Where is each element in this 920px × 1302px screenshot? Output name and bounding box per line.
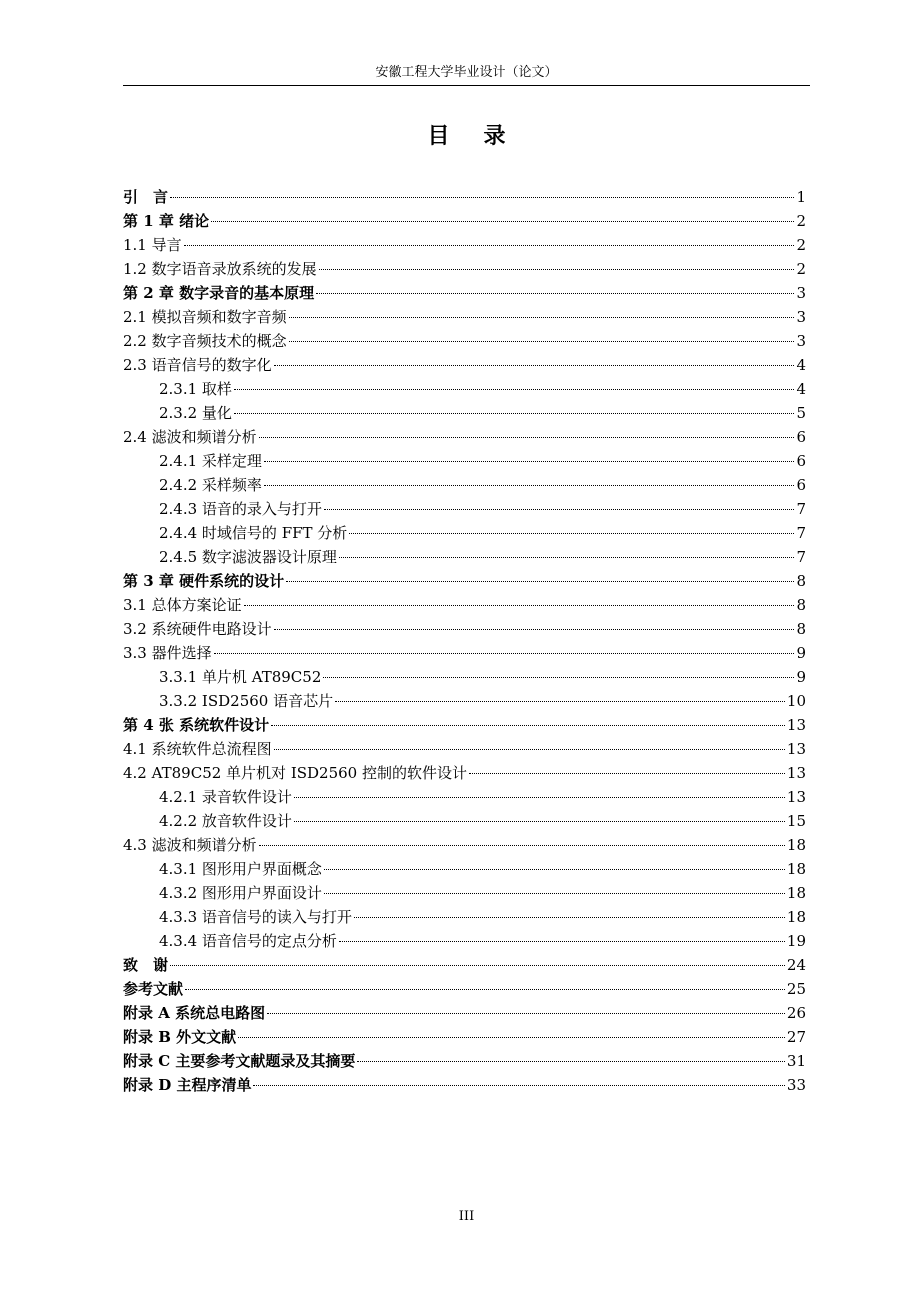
toc-entry-page: 7 [796,548,806,566]
toc-entry[interactable] [123,881,806,905]
toc-entry[interactable] [123,377,806,401]
toc-entry-page: 7 [796,524,806,542]
toc-dot-leader [354,917,785,918]
page-title: 目录 [427,123,540,149]
toc-dot-leader [324,893,785,894]
toc-dot-leader [271,725,785,726]
toc-entry-page: 6 [796,428,806,446]
toc-entry[interactable] [123,977,806,1001]
toc-dot-leader [234,413,795,414]
toc-entry-label: 3.1 总体方案论证 [123,596,242,614]
running-header: 安徽工程大学毕业设计（论文） [375,65,558,80]
toc-dot-leader [274,749,785,750]
toc-entry[interactable] [123,1025,806,1049]
toc-entry[interactable] [123,929,806,953]
toc-dot-leader [185,989,785,990]
toc-entry-label: 4.2 AT89C52 单片机对 ISD2560 控制的软件设计 [123,764,467,782]
toc-entry-page: 9 [796,644,806,662]
toc-entry-page: 2 [796,236,806,254]
toc-dot-leader [264,461,795,462]
toc-entry-label: 4.3.3 语音信号的读入与打开 [159,908,352,926]
toc-entry[interactable] [123,1049,806,1073]
toc-entry-page: 2 [796,260,806,278]
toc-entry-page: 3 [796,284,806,302]
toc-entry-page: 18 [786,836,806,854]
toc-entry-page: 24 [786,956,806,974]
toc-entry-page: 13 [786,764,806,782]
toc-dot-leader [323,677,794,678]
toc-entry-page: 33 [786,1076,806,1094]
toc-entry[interactable] [123,593,806,617]
toc-dot-leader [184,245,795,246]
toc-entry[interactable] [123,209,806,233]
toc-dot-leader [316,293,794,294]
toc-dot-leader [264,485,795,486]
toc-dot-leader [349,533,794,534]
toc-entry-label: 附录 C 主要参考文献题录及其摘要 [123,1052,356,1070]
toc-entry-label: 附录 A 系统总电路图 [123,1004,266,1022]
toc-dot-leader [324,869,785,870]
toc-entry-label: 2.2 数字音频技术的概念 [123,332,287,350]
toc-entry[interactable] [123,353,806,377]
toc-entry[interactable] [123,1001,806,1025]
toc-entry[interactable] [123,953,806,977]
toc-entry-label: 3.3.1 单片机 AT89C52 [159,668,322,686]
toc-dot-leader [253,1085,784,1086]
toc-entry-page: 15 [786,812,806,830]
toc-entry-page: 27 [786,1028,806,1046]
toc-entry[interactable] [123,689,806,713]
toc-entry[interactable] [123,233,806,257]
toc-entry[interactable] [123,449,806,473]
toc-entry[interactable] [123,761,806,785]
toc-entry-label: 2.3 语音信号的数字化 [123,356,272,374]
toc-entry-label: 第 2 章 数字录音的基本原理 [123,284,315,302]
toc-entry-label: 3.2 系统硬件电路设计 [123,620,272,638]
toc-entry-label: 附录 B 外文文献 [123,1028,237,1046]
toc-entry-label: 4.3.2 图形用户界面设计 [159,884,322,902]
toc-entry-page: 6 [796,476,806,494]
header-rule [123,85,810,86]
toc-dot-leader [170,965,785,966]
toc-dot-leader [274,629,795,630]
toc-entry[interactable] [123,1073,806,1097]
toc-entry[interactable] [123,641,806,665]
toc-entry-page: 18 [786,860,806,878]
toc-entry-label: 4.3 滤波和频谱分析 [123,836,257,854]
toc-entry-label: 4.2.1 录音软件设计 [159,788,292,806]
toc-entry[interactable] [123,857,806,881]
toc-entry-page: 18 [786,908,806,926]
toc-entry-label: 1.1 导言 [123,236,182,254]
toc-entry[interactable] [123,737,806,761]
toc-entry[interactable] [123,497,806,521]
toc-entry-page: 9 [796,668,806,686]
toc-entry-page: 3 [796,332,806,350]
toc-entry-label: 4.1 系统软件总流程图 [123,740,272,758]
toc-entry[interactable] [123,617,806,641]
toc-entry-page: 13 [786,788,806,806]
toc-entry-label: 参考文献 [123,980,184,998]
toc-entry-page: 18 [786,884,806,902]
toc-entry-label: 2.4.1 采样定理 [159,452,262,470]
toc-entry-page: 26 [786,1004,806,1022]
toc-dot-leader [469,773,785,774]
toc-entry-label: 第 1 章 绪论 [123,212,210,230]
toc-dot-leader [339,941,785,942]
toc-entry-label: 3.3 器件选择 [123,644,212,662]
toc-entry[interactable] [123,473,806,497]
toc-entry-label: 4.3.1 图形用户界面概念 [159,860,322,878]
toc-entry-page: 8 [796,572,806,590]
toc-entry[interactable] [123,785,806,809]
toc-entry-page: 3 [796,308,806,326]
toc-entry-label: 第 4 张 系统软件设计 [123,716,270,734]
toc-entry-label: 4.2.2 放音软件设计 [159,812,292,830]
toc-entry-page: 13 [786,740,806,758]
toc-entry[interactable] [123,257,806,281]
toc-entry[interactable] [123,305,806,329]
toc-entry[interactable] [123,569,806,593]
toc-entry-label: 2.4.3 语音的录入与打开 [159,500,322,518]
toc-dot-leader [357,1061,785,1062]
toc-entry-page: 1 [796,188,806,206]
toc-entry-page: 19 [786,932,806,950]
toc-dot-leader [234,389,795,390]
toc-dot-leader [294,797,785,798]
toc-entry[interactable] [123,521,806,545]
toc-entry[interactable] [123,545,806,569]
toc-entry-page: 2 [796,212,806,230]
toc-dot-leader [286,581,794,582]
toc-dot-leader [259,845,785,846]
toc-entry-page: 10 [786,692,806,710]
toc-entry-page: 5 [796,404,806,422]
toc-dot-leader [274,365,795,366]
toc-entry[interactable] [123,905,806,929]
toc-entry[interactable] [123,833,806,857]
toc-entry-page: 8 [796,620,806,638]
page-number: III [458,1209,475,1224]
toc-entry-label: 第 3 章 硬件系统的设计 [123,572,285,590]
toc-dot-leader [211,221,794,222]
toc-entry-page: 31 [786,1052,806,1070]
toc-dot-leader [324,509,795,510]
toc-dot-leader [244,605,795,606]
toc-entry-label: 2.4 滤波和频谱分析 [123,428,257,446]
toc-entry[interactable] [123,665,806,689]
toc-dot-leader [289,341,795,342]
toc-entry[interactable] [123,185,806,209]
toc-entry-label: 致 谢 [123,956,169,974]
toc-entry-label: 引 言 [123,188,169,206]
toc-entry[interactable] [123,425,806,449]
toc-entry-label: 2.3.1 取样 [159,380,232,398]
toc-entry[interactable] [123,713,806,737]
toc-dot-leader [339,557,795,558]
toc-entry-page: 8 [796,596,806,614]
toc-dot-leader [214,653,795,654]
toc-dot-leader [170,197,794,198]
toc-dot-leader [259,437,795,438]
toc-entry-label: 3.3.2 ISD2560 语音芯片 [159,692,334,710]
toc-entry-label: 2.4.5 数字滤波器设计原理 [159,548,337,566]
toc-entry-label: 2.3.2 量化 [159,404,232,422]
toc-dot-leader [267,1013,785,1014]
toc-dot-leader [335,701,785,702]
toc-entry-page: 13 [786,716,806,734]
toc-dot-leader [319,269,795,270]
toc-entry-page: 25 [786,980,806,998]
toc-entry-label: 2.1 模拟音频和数字音频 [123,308,287,326]
toc-entry-label: 2.4.4 时域信号的 FFT 分析 [159,524,348,542]
toc-entry-label: 1.2 数字语音录放系统的发展 [123,260,317,278]
toc-dot-leader [294,821,785,822]
toc-entry-label: 2.4.2 采样频率 [159,476,262,494]
toc-entry-page: 4 [796,356,806,374]
toc-dot-leader [289,317,795,318]
toc-entry-label: 附录 D 主程序清单 [123,1076,252,1094]
table-of-contents [123,185,806,1097]
toc-entry-page: 6 [796,452,806,470]
toc-dot-leader [238,1037,785,1038]
toc-entry-label: 4.3.4 语音信号的定点分析 [159,932,337,950]
toc-entry-page: 4 [796,380,806,398]
toc-entry[interactable] [123,809,806,833]
toc-entry[interactable] [123,329,806,353]
toc-entry-page: 7 [796,500,806,518]
toc-entry[interactable] [123,281,806,305]
toc-entry[interactable] [123,401,806,425]
